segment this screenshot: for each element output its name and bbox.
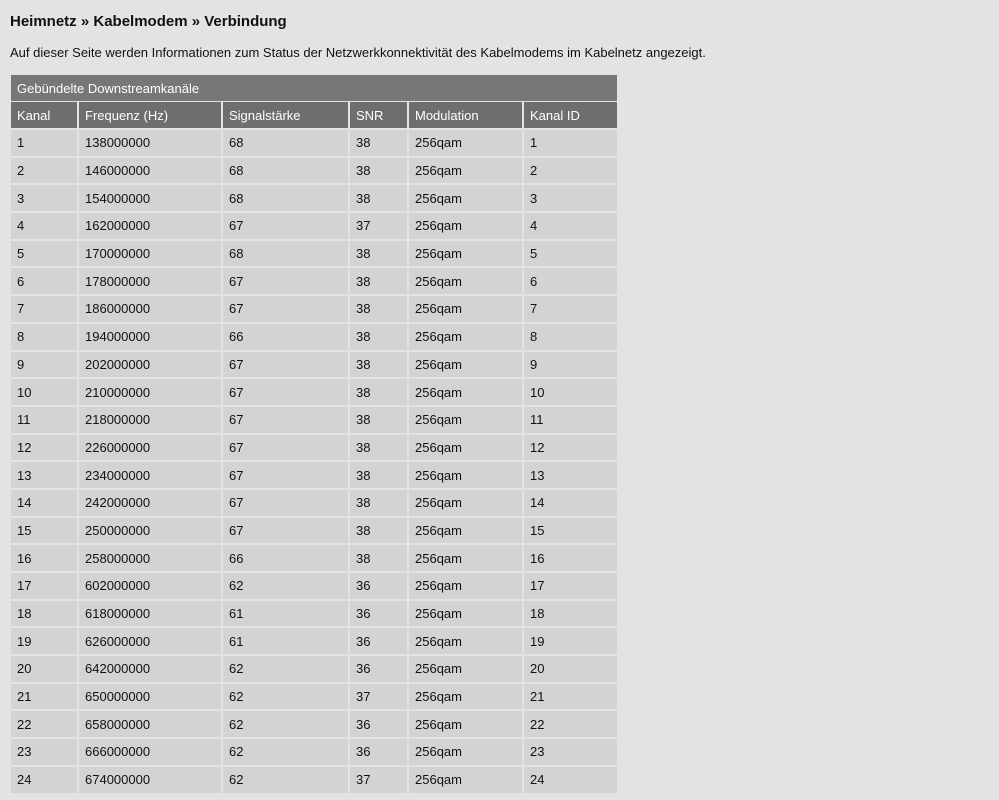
cell-kanal: 12 — [11, 434, 78, 462]
cell-frequenz: 258000000 — [78, 544, 222, 572]
cell-kanal-id: 6 — [523, 267, 617, 295]
table-row — [11, 212, 617, 240]
table-row — [11, 655, 617, 683]
cell-kanal: 21 — [11, 683, 78, 711]
header-modulation: Modulation — [408, 102, 523, 130]
cell-kanal: 16 — [11, 544, 78, 572]
cell-signalstaerke: 67 — [222, 295, 349, 323]
table-row — [11, 544, 617, 572]
cell-modulation: 256qam — [408, 157, 523, 185]
cell-signalstaerke: 66 — [222, 544, 349, 572]
cell-kanal-id: 11 — [523, 406, 617, 434]
table-row — [11, 378, 617, 406]
table-row — [11, 157, 617, 185]
cell-kanal-id: 23 — [523, 738, 617, 766]
table-row — [11, 129, 617, 157]
cell-modulation: 256qam — [408, 267, 523, 295]
cell-frequenz: 210000000 — [78, 378, 222, 406]
cell-snr: 38 — [349, 406, 408, 434]
cell-kanal: 1 — [11, 129, 78, 157]
cell-frequenz: 674000000 — [78, 766, 222, 794]
cell-kanal: 5 — [11, 240, 78, 268]
cell-signalstaerke: 62 — [222, 655, 349, 683]
cell-kanal: 19 — [11, 627, 78, 655]
cell-snr: 36 — [349, 710, 408, 738]
cell-snr: 38 — [349, 544, 408, 572]
cell-modulation: 256qam — [408, 184, 523, 212]
cell-snr: 38 — [349, 323, 408, 351]
cell-signalstaerke: 67 — [222, 212, 349, 240]
cell-kanal-id: 8 — [523, 323, 617, 351]
cell-snr: 36 — [349, 572, 408, 600]
cell-kanal-id: 16 — [523, 544, 617, 572]
cell-snr: 37 — [349, 212, 408, 240]
cell-kanal: 8 — [11, 323, 78, 351]
cell-frequenz: 234000000 — [78, 461, 222, 489]
cell-frequenz: 602000000 — [78, 572, 222, 600]
cell-kanal-id: 10 — [523, 378, 617, 406]
cell-snr: 38 — [349, 129, 408, 157]
cell-snr: 36 — [349, 738, 408, 766]
table-row — [11, 766, 617, 794]
table-row — [11, 627, 617, 655]
cell-modulation: 256qam — [408, 129, 523, 157]
cell-kanal-id: 14 — [523, 489, 617, 517]
cell-kanal: 2 — [11, 157, 78, 185]
table-caption: Gebündelte Downstreamkanäle — [11, 75, 617, 102]
cell-kanal: 23 — [11, 738, 78, 766]
cell-kanal: 20 — [11, 655, 78, 683]
cell-frequenz: 626000000 — [78, 627, 222, 655]
cell-frequenz: 650000000 — [78, 683, 222, 711]
cell-kanal-id: 1 — [523, 129, 617, 157]
cell-snr: 38 — [349, 461, 408, 489]
cell-kanal-id: 19 — [523, 627, 617, 655]
cell-frequenz: 666000000 — [78, 738, 222, 766]
table-row — [11, 600, 617, 628]
cell-snr: 38 — [349, 434, 408, 462]
cell-modulation: 256qam — [408, 766, 523, 794]
cell-frequenz: 226000000 — [78, 434, 222, 462]
table-row — [11, 461, 617, 489]
cell-snr: 36 — [349, 600, 408, 628]
cell-snr: 36 — [349, 627, 408, 655]
cell-signalstaerke: 67 — [222, 406, 349, 434]
cell-signalstaerke: 62 — [222, 683, 349, 711]
cell-frequenz: 154000000 — [78, 184, 222, 212]
cell-kanal: 15 — [11, 517, 78, 545]
cell-kanal-id: 12 — [523, 434, 617, 462]
table-row — [11, 710, 617, 738]
cell-kanal-id: 17 — [523, 572, 617, 600]
header-snr: SNR — [349, 102, 408, 130]
cell-modulation: 256qam — [408, 683, 523, 711]
cell-kanal: 11 — [11, 406, 78, 434]
cell-kanal-id: 5 — [523, 240, 617, 268]
cell-kanal-id: 15 — [523, 517, 617, 545]
cell-signalstaerke: 67 — [222, 378, 349, 406]
cell-kanal-id: 9 — [523, 351, 617, 379]
cell-frequenz: 194000000 — [78, 323, 222, 351]
cell-snr: 38 — [349, 157, 408, 185]
breadcrumb: Heimnetz » Kabelmodem » Verbindung — [10, 13, 287, 30]
cell-snr: 38 — [349, 184, 408, 212]
cell-kanal: 22 — [11, 710, 78, 738]
cell-modulation: 256qam — [408, 544, 523, 572]
header-kanal: Kanal — [11, 102, 78, 130]
cell-modulation: 256qam — [408, 323, 523, 351]
cell-modulation: 256qam — [408, 517, 523, 545]
cell-signalstaerke: 62 — [222, 738, 349, 766]
cell-kanal-id: 22 — [523, 710, 617, 738]
cell-signalstaerke: 61 — [222, 600, 349, 628]
cell-signalstaerke: 67 — [222, 517, 349, 545]
table-row — [11, 184, 617, 212]
table-row — [11, 434, 617, 462]
cell-kanal: 24 — [11, 766, 78, 794]
cell-frequenz: 202000000 — [78, 351, 222, 379]
cell-kanal: 9 — [11, 351, 78, 379]
cell-modulation: 256qam — [408, 351, 523, 379]
cell-signalstaerke: 62 — [222, 572, 349, 600]
cell-modulation: 256qam — [408, 489, 523, 517]
table-row — [11, 267, 617, 295]
cell-frequenz: 186000000 — [78, 295, 222, 323]
cell-modulation: 256qam — [408, 572, 523, 600]
table-row — [11, 683, 617, 711]
header-kanal-id: Kanal ID — [523, 102, 617, 130]
cell-kanal: 17 — [11, 572, 78, 600]
cell-modulation: 256qam — [408, 627, 523, 655]
cell-kanal: 7 — [11, 295, 78, 323]
cell-snr: 38 — [349, 295, 408, 323]
cell-snr: 38 — [349, 267, 408, 295]
table-row — [11, 517, 617, 545]
cell-kanal-id: 2 — [523, 157, 617, 185]
cell-modulation: 256qam — [408, 600, 523, 628]
cell-snr: 36 — [349, 655, 408, 683]
cell-signalstaerke: 68 — [222, 129, 349, 157]
cell-snr: 37 — [349, 766, 408, 794]
cell-signalstaerke: 67 — [222, 351, 349, 379]
cell-snr: 37 — [349, 683, 408, 711]
cell-signalstaerke: 62 — [222, 766, 349, 794]
cell-signalstaerke: 66 — [222, 323, 349, 351]
page-description: Auf dieser Seite werden Informationen zum Status der Netzwerkkonnektivität des Kabelmodems im Kabelnetz angezeigt. — [10, 45, 706, 60]
table-header-row — [11, 102, 617, 130]
cell-kanal: 3 — [11, 184, 78, 212]
cell-frequenz: 146000000 — [78, 157, 222, 185]
cell-kanal-id: 7 — [523, 295, 617, 323]
cell-snr: 38 — [349, 517, 408, 545]
cell-kanal-id: 3 — [523, 184, 617, 212]
cell-signalstaerke: 68 — [222, 184, 349, 212]
cell-kanal-id: 13 — [523, 461, 617, 489]
downstream-table-container — [11, 75, 617, 795]
cell-snr: 38 — [349, 489, 408, 517]
cell-kanal-id: 20 — [523, 655, 617, 683]
cell-signalstaerke: 67 — [222, 461, 349, 489]
table-body — [11, 129, 617, 794]
cell-modulation: 256qam — [408, 710, 523, 738]
cell-signalstaerke: 61 — [222, 627, 349, 655]
cell-modulation: 256qam — [408, 738, 523, 766]
cell-kanal-id: 18 — [523, 600, 617, 628]
cell-modulation: 256qam — [408, 461, 523, 489]
cell-kanal: 6 — [11, 267, 78, 295]
cell-frequenz: 218000000 — [78, 406, 222, 434]
cell-modulation: 256qam — [408, 406, 523, 434]
cell-frequenz: 250000000 — [78, 517, 222, 545]
header-frequenz: Frequenz (Hz) — [78, 102, 222, 130]
table-row — [11, 738, 617, 766]
cell-modulation: 256qam — [408, 655, 523, 683]
cell-frequenz: 658000000 — [78, 710, 222, 738]
cell-signalstaerke: 68 — [222, 157, 349, 185]
table-row — [11, 406, 617, 434]
cell-kanal-id: 4 — [523, 212, 617, 240]
table-row — [11, 351, 617, 379]
cell-snr: 38 — [349, 351, 408, 379]
cell-frequenz: 242000000 — [78, 489, 222, 517]
cell-kanal: 13 — [11, 461, 78, 489]
table-row — [11, 240, 617, 268]
cell-kanal: 4 — [11, 212, 78, 240]
cell-frequenz: 162000000 — [78, 212, 222, 240]
header-signalstaerke: Signalstärke — [222, 102, 349, 130]
cell-snr: 38 — [349, 240, 408, 268]
table-row — [11, 489, 617, 517]
cell-signalstaerke: 67 — [222, 267, 349, 295]
cell-modulation: 256qam — [408, 212, 523, 240]
cell-snr: 38 — [349, 378, 408, 406]
cell-frequenz: 642000000 — [78, 655, 222, 683]
table-row — [11, 323, 617, 351]
table-row — [11, 572, 617, 600]
cell-frequenz: 138000000 — [78, 129, 222, 157]
cell-kanal: 18 — [11, 600, 78, 628]
cell-modulation: 256qam — [408, 240, 523, 268]
cell-signalstaerke: 67 — [222, 489, 349, 517]
cell-kanal: 10 — [11, 378, 78, 406]
cell-modulation: 256qam — [408, 295, 523, 323]
cell-signalstaerke: 68 — [222, 240, 349, 268]
cell-kanal-id: 21 — [523, 683, 617, 711]
downstream-channels-table — [11, 75, 617, 795]
cell-frequenz: 170000000 — [78, 240, 222, 268]
cell-kanal-id: 24 — [523, 766, 617, 794]
cell-kanal: 14 — [11, 489, 78, 517]
cell-modulation: 256qam — [408, 378, 523, 406]
cell-signalstaerke: 67 — [222, 434, 349, 462]
cell-modulation: 256qam — [408, 434, 523, 462]
cell-signalstaerke: 62 — [222, 710, 349, 738]
cell-frequenz: 178000000 — [78, 267, 222, 295]
cell-frequenz: 618000000 — [78, 600, 222, 628]
table-row — [11, 295, 617, 323]
